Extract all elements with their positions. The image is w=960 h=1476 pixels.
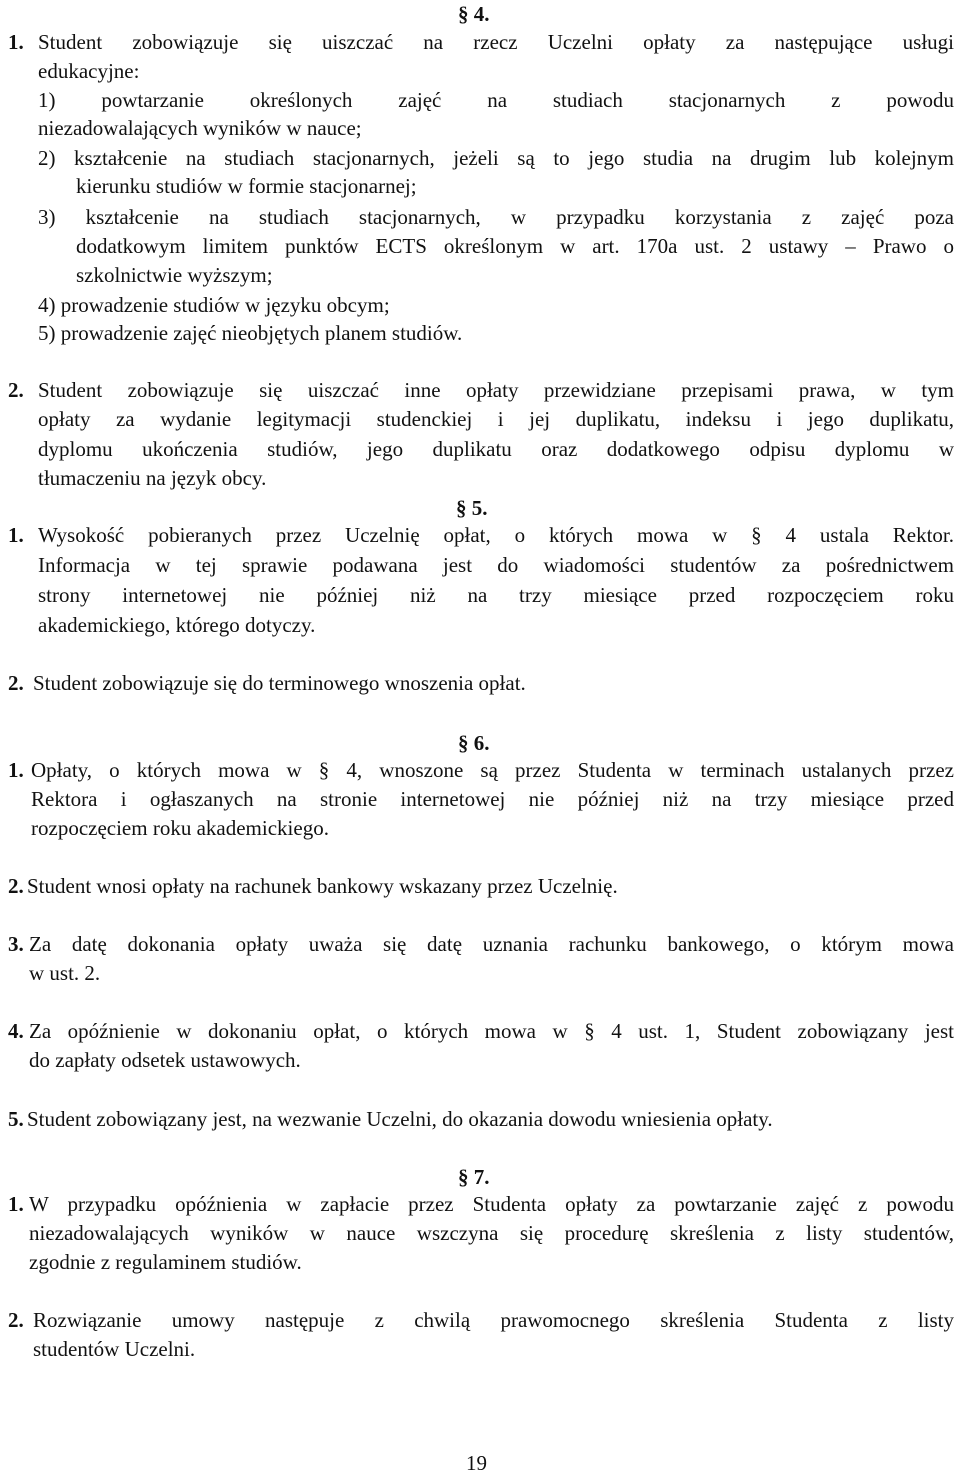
paragraph-text: Student zobowiązuje się uiszczać na rzecz Uczelni opłaty za następujące usługi xyxy=(38,30,954,54)
section-heading-5: § 5. xyxy=(456,496,488,520)
paragraph-text: opłaty za wydanie legitymacji studenckiej i jej duplikatu, indeksu i jego duplikatu, xyxy=(38,407,954,431)
paragraph-text: strony internetowej nie później niż na trzy miesiące przed rozpoczęciem roku xyxy=(38,583,954,607)
paragraph-text: w ust. 2. xyxy=(29,961,101,985)
list-item-3-cont: dodatkowym limitem punktów ECTS określonym w art. 170a ust. 2 ustawy – Prawo o xyxy=(76,234,954,258)
list-item-3: 3) kształcenie na studiach stacjonarnych, w przypadku korzystania z zajęć poza xyxy=(38,205,954,229)
paragraph-text: Student wnosi opłaty na rachunek bankowy wskazany przez Uczelnię. xyxy=(27,874,618,898)
list-item-5: 5) prowadzenie zajęć nieobjętych planem studiów. xyxy=(38,321,463,345)
paragraph-text: Rektora i ogłaszanych na stronie internetowej nie później niż na trzy miesiące przed xyxy=(31,787,954,811)
section-heading-6: § 6. xyxy=(458,731,490,755)
paragraph-number: 4. xyxy=(8,1019,24,1043)
paragraph-text: zgodnie z regulaminem studiów. xyxy=(29,1250,302,1274)
paragraph-text: Opłaty, o których mowa w § 4, wnoszone są przez Studenta w terminach ustalanych przez xyxy=(31,758,954,782)
paragraph-text: Wysokość pobieranych przez Uczelnię opłat, o których mowa w § 4 ustala Rektor. xyxy=(38,523,954,547)
list-item-2: 2) kształcenie na studiach stacjonarnych, jeżeli są to jego studia na drugim lub kolejnym xyxy=(38,146,954,170)
paragraph-text: do zapłaty odsetek ustawowych. xyxy=(29,1048,301,1072)
paragraph-text: niezadowalających wyników w nauce wszczyna się procedurę skreślenia z listy studentów, xyxy=(29,1221,954,1245)
paragraph-text: Student zobowiązuje się uiszczać inne opłaty przewidziane przepisami prawa, w tym xyxy=(38,378,954,402)
list-item-2-cont: kierunku studiów w formie stacjonarnej; xyxy=(76,174,417,198)
paragraph-number: 2. xyxy=(8,671,24,695)
paragraph-text: dyplomu ukończenia studiów, jego duplikatu oraz dodatkowego odpisu dyplomu w xyxy=(38,437,954,461)
paragraph-number: 2. xyxy=(8,378,24,402)
paragraph-text: Student zobowiązany jest, na wezwanie Uczelni, do okazania dowodu wniesienia opłaty. xyxy=(27,1107,773,1131)
list-item-1-cont: niezadowalających wyników w nauce; xyxy=(38,116,362,140)
list-item-4: 4) prowadzenie studiów w języku obcym; xyxy=(38,293,390,317)
section-heading-7: § 7. xyxy=(458,1165,490,1189)
paragraph-text: tłumaczeniu na język obcy. xyxy=(38,466,267,490)
paragraph-number: 2. xyxy=(8,1308,24,1332)
paragraph-text: Student zobowiązuje się do terminowego wnoszenia opłat. xyxy=(33,671,526,695)
paragraph-text: Informacja w tej sprawie podawana jest do wiadomości studentów za pośrednictwem xyxy=(38,553,954,577)
page-number: 19 xyxy=(466,1451,487,1475)
paragraph-number: 1. xyxy=(8,523,24,547)
paragraph-text: edukacyjne: xyxy=(38,59,140,83)
paragraph-number: 1. xyxy=(8,1192,24,1216)
paragraph-text: studentów Uczelni. xyxy=(33,1337,196,1361)
paragraph-number: 5. xyxy=(8,1107,24,1131)
paragraph-number: 1. xyxy=(8,758,24,782)
list-item-3-cont: szkolnictwie wyższym; xyxy=(76,263,273,287)
paragraph-text: Rozwiązanie umowy następuje z chwilą prawomocnego skreślenia Studenta z listy xyxy=(33,1308,954,1332)
paragraph-text: Za opóźnienie w dokonaniu opłat, o których mowa w § 4 ust. 1, Student zobowiązany jest xyxy=(29,1019,954,1043)
paragraph-text: W przypadku opóźnienia w zapłacie przez Studenta opłaty za powtarzanie zajęć z powodu xyxy=(29,1192,954,1216)
paragraph-number: 1. xyxy=(8,30,24,54)
paragraph-number: 2. xyxy=(8,874,24,898)
list-item-1: 1) powtarzanie określonych zajęć na studiach stacjonarnych z powodu xyxy=(38,88,954,112)
section-heading-4: § 4. xyxy=(458,2,490,26)
paragraph-text: akademickiego, którego dotyczy. xyxy=(38,613,316,637)
paragraph-text: Za datę dokonania opłaty uważa się datę uznania rachunku bankowego, o którym mowa xyxy=(29,932,954,956)
paragraph-number: 3. xyxy=(8,932,24,956)
paragraph-text: rozpoczęciem roku akademickiego. xyxy=(31,816,329,840)
